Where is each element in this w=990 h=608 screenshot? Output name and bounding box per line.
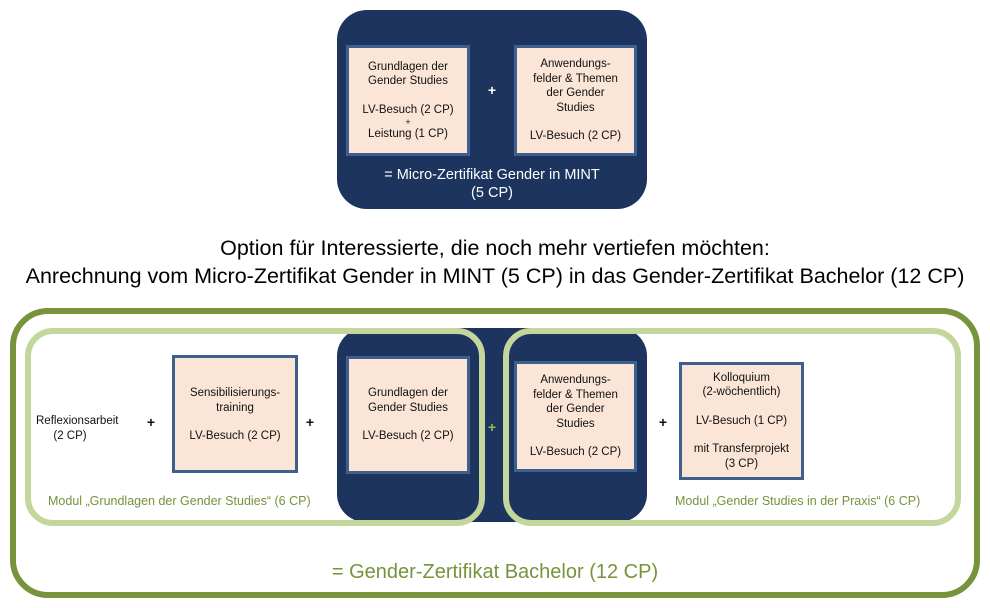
micro-certificate-result xyxy=(337,166,647,202)
kolloquium-frequency: (2-wöchentlich) xyxy=(702,386,781,399)
top-box-anwendung-title-3: der Gender xyxy=(546,87,605,100)
sensi-lv: LV-Besuch (2 CP) xyxy=(189,430,281,442)
top-box-grundlagen-lv: LV-Besuch (2 CP) xyxy=(362,103,454,116)
box-sensibilisierungstraining xyxy=(172,355,298,473)
reflexionsarbeit-cp: (2 CP) xyxy=(53,429,87,442)
module-praxis-label: Modul „Gender Studies in der Praxis“ (6 CP) xyxy=(675,494,921,508)
sensi-title-2: training xyxy=(216,401,254,414)
option-heading-line2: Anrechnung vom Micro-Zertifikat Gender in MINT (5 CP) in das Gender-Zertifikat Bachelor (12 CP) xyxy=(25,264,965,288)
top-box-anwendung xyxy=(514,45,637,156)
top-box-grundlagen xyxy=(346,45,470,156)
kolloquium-lv: LV-Besuch (1 CP) xyxy=(695,414,788,427)
bachelor-certificate-result: = Gender-Zertifikat Bachelor (12 CP) xyxy=(331,561,659,583)
grundlagen-title-2: Gender Studies xyxy=(368,401,448,414)
box-grundlagen xyxy=(346,356,470,474)
top-box-grundlagen-leistung: Leistung (1 CP) xyxy=(368,128,448,140)
anwendung-title-3: der Gender xyxy=(546,403,605,416)
reflexionsarbeit-title: Reflexionsarbeit xyxy=(36,415,119,427)
bottom-plus-1: + xyxy=(146,414,156,430)
top-plus: + xyxy=(487,82,497,98)
option-heading xyxy=(0,234,990,290)
top-box-anwendung-lv: LV-Besuch (2 CP) xyxy=(529,130,622,143)
top-box-anwendung-title-2: felder & Themen xyxy=(533,72,618,85)
box-anwendungsfelder xyxy=(514,361,637,472)
anwendung-title-2: felder & Themen xyxy=(533,388,618,401)
module-grundlagen-label: Modul „Grundlagen der Gender Studies“ (6 CP) xyxy=(48,494,311,508)
sensi-title-1: Sensibilisierungs- xyxy=(189,387,281,399)
box-kolloquium xyxy=(679,362,804,480)
top-box-grundlagen-title-1: Grundlagen der xyxy=(368,60,448,73)
kolloquium-transfer-cp: (3 CP) xyxy=(724,457,759,470)
kolloquium-transfer: mit Transferprojekt xyxy=(693,443,790,456)
top-box-grundlagen-plus: + xyxy=(405,117,411,127)
bottom-plus-3: + xyxy=(487,419,497,435)
micro-certificate-result-line2: (5 CP) xyxy=(471,185,513,201)
bottom-plus-2: + xyxy=(305,414,315,430)
anwendung-lv: LV-Besuch (2 CP) xyxy=(529,446,622,459)
grundlagen-lv: LV-Besuch (2 CP) xyxy=(362,430,454,443)
anwendung-title-1: Anwendungs- xyxy=(540,374,611,387)
option-heading-line1: Option für Interessierte, die noch mehr vertiefen möchten: xyxy=(220,236,770,260)
anwendung-title-4: Studies xyxy=(556,417,595,430)
top-box-anwendung-title-4: Studies xyxy=(556,101,595,114)
top-box-anwendung-title-1: Anwendungs- xyxy=(540,58,611,71)
micro-certificate-result-line1: = Micro-Zertifikat Gender in MINT xyxy=(384,167,600,183)
grundlagen-title-1: Grundlagen der xyxy=(368,387,448,400)
reflexionsarbeit-label xyxy=(36,414,119,443)
bottom-plus-4: + xyxy=(658,414,668,430)
top-box-grundlagen-title-2: Gender Studies xyxy=(368,75,448,87)
kolloquium-title: Kolloquium xyxy=(713,371,770,384)
